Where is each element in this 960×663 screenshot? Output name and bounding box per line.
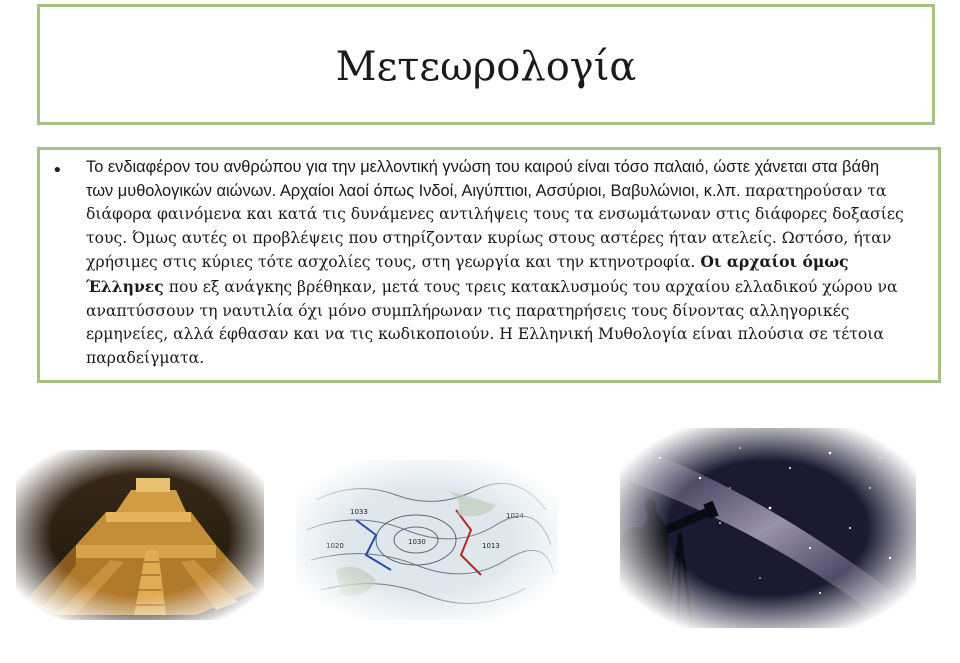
- weather-map-image: [296, 460, 558, 620]
- bullet-marker: •: [52, 160, 63, 181]
- paragraph-middle: παρατηρούσαν τα διάφορα φαινόμενα και κατά τις δυνάμενες αντιλήψεις τους τα ενσωμάτωναν στις διάφορες δοξασίες τους. Όμως αυτές οι προβλέψεις που στηρίζονταν κυρίως στους αστέρες ήταν ατελείς. Ωστόσο, ήταν χρήσιμες στις κύριες τότε ασχολίες τους, στη γεωργία και την κτηνοτροφία.: [86, 181, 904, 272]
- page-title: Μετεωρολογία: [335, 43, 637, 90]
- content-box: [37, 147, 941, 383]
- paragraph-bold-phrase: Οι αρχαίοι όμως Έλληνες: [86, 252, 849, 296]
- starry-sky-telescope-image: [620, 428, 916, 628]
- paragraph-end: που εξ ανάγκης βρέθηκαν, μετά τους τρεις κατακλυσμούς του αρχαίου ελλαδικού χώρου να αναπτύσσουν τη ναυτιλία όχι μόνο συμπλήρωναν τις παρατηρήσεις τους δίνοντας αλληγορικές ερμηνείες, αλλά έφθασαν και να τις κωδικοποιούν. Η Ελληνική Μυθολογία είναι πλούσια σε τέτοια παραδείγματα.: [86, 277, 898, 367]
- paragraph-intro: Το ενδιαφέρον του ανθρώπου για την μελλοντική γνώση του καιρού είναι τόσο παλαιό, ώστε χάνεται στα βάθη των μυθολογικών αιώνων. Αρχαίοι λαοί όπως Ινδοί, Αιγύπτιοι, Ασσύριοι, Βαβυλώνιοι, κ.λπ.: [86, 158, 880, 200]
- ziggurat-image: [16, 450, 264, 620]
- image-strip: [0, 420, 960, 663]
- title-box: [37, 4, 935, 125]
- body-paragraph: [86, 156, 908, 370]
